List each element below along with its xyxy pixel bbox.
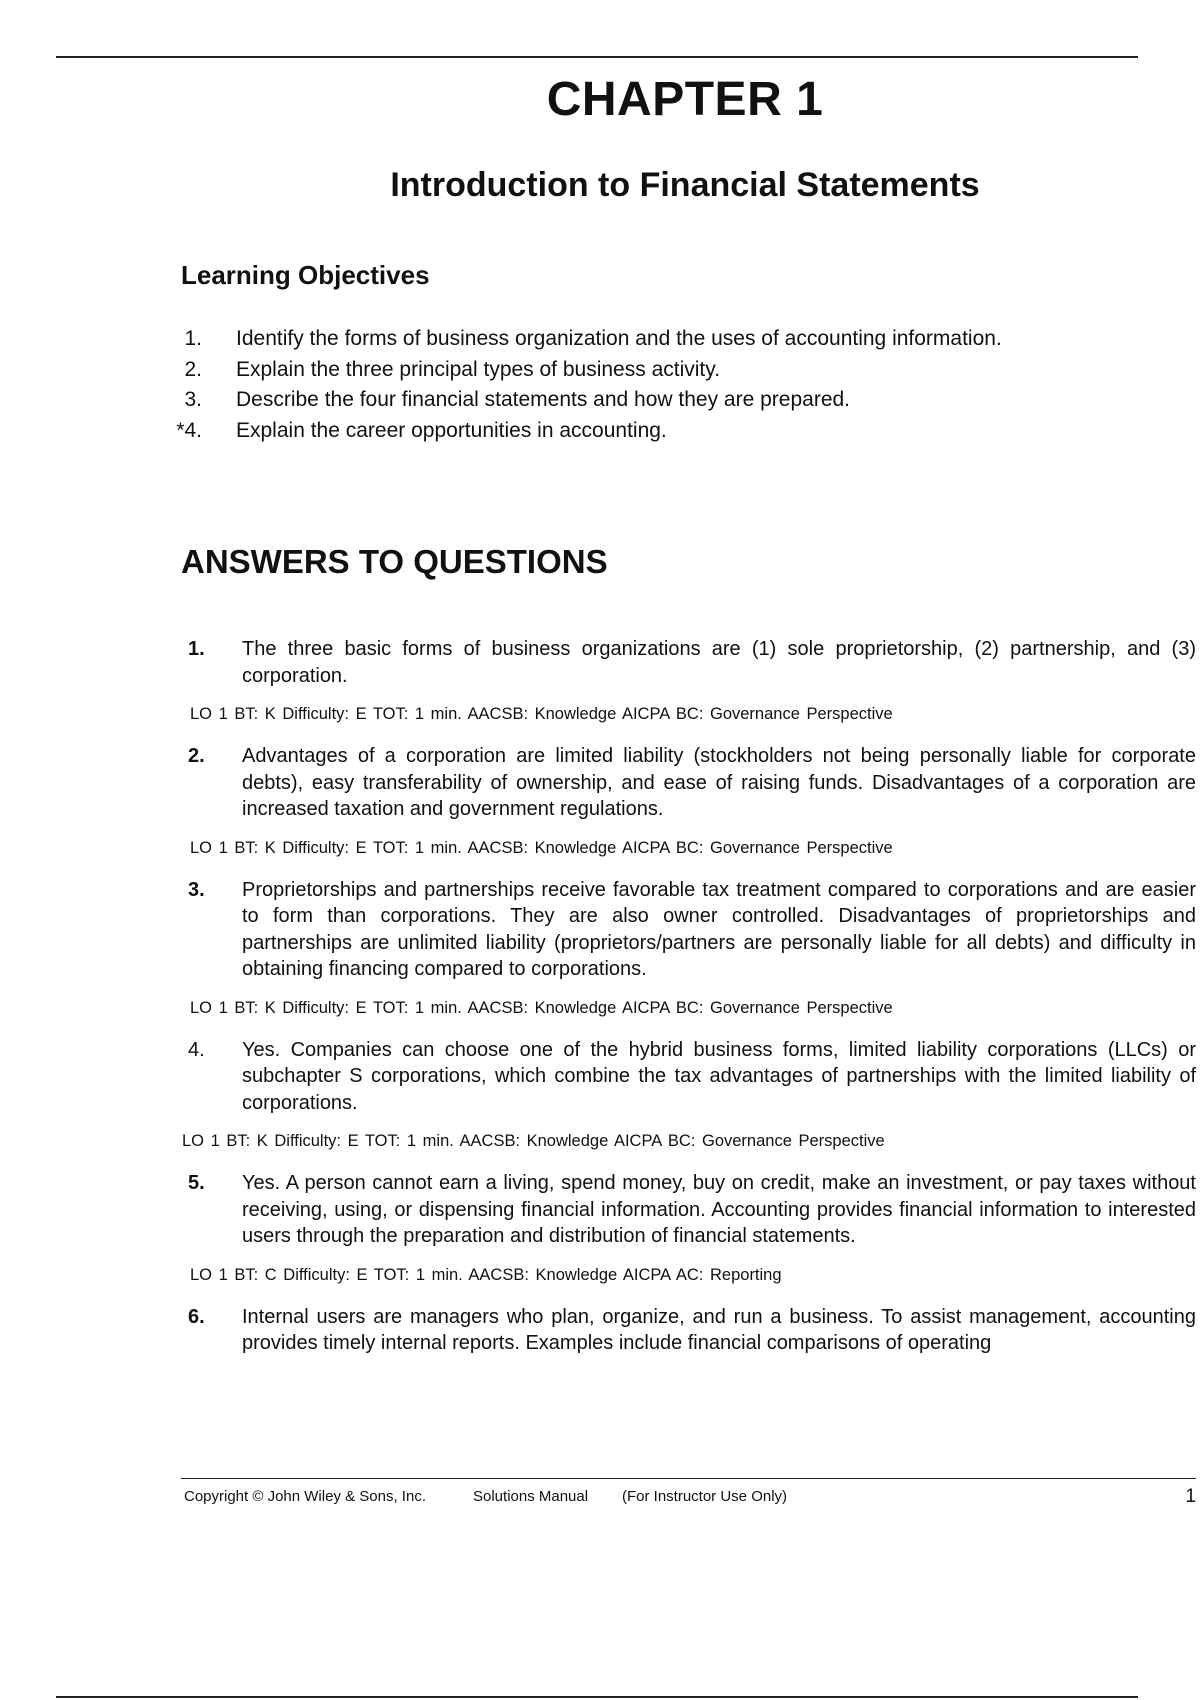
- question-number: 4.: [188, 1038, 205, 1061]
- answer-text: Proprietorships and partnerships receive favorable tax treatment compared to corporations and are easier to form than corporations. They are also owner controlled. Disadvantages of proprietorships and partnerships are unlimited liability (proprietors/partners are personally liable for all debts) and difficulty in obtaining financing compared to corporations.: [242, 878, 1196, 980]
- answer-item: [0, 1170, 1200, 1286]
- answer-item: [0, 877, 1200, 1019]
- learning-objectives-heading: Learning Objectives: [181, 260, 430, 290]
- answer-text: Advantages of a corporation are limited liability (stockholders not being personally liable for corporate debts), easy transferability of ownership, and ease of raising funds. Disadvantages of a corporation are increased taxation and government regulations.: [242, 745, 1196, 820]
- page-number: 1: [1185, 1486, 1196, 1507]
- question-number: 1.: [188, 638, 205, 660]
- footer-manual: Solutions Manual: [473, 1488, 589, 1505]
- objective-text: Describe the four financial statements and how they are prepared.: [236, 388, 851, 411]
- objective-number: 1.: [184, 327, 202, 350]
- objective-number: *4.: [176, 418, 202, 442]
- top-rule: [56, 56, 1138, 58]
- answer-item: [0, 1304, 1200, 1357]
- answers-list: [0, 636, 1200, 1357]
- objective-item: [170, 324, 1130, 355]
- bottom-rule: [56, 1696, 1138, 1698]
- objective-item: [170, 355, 1130, 386]
- footer-copyright: Copyright © John Wiley & Sons, Inc.: [184, 1488, 426, 1505]
- answer-metadata: LO 1 BT: K Difficulty: E TOT: 1 min. AACSB: Knowledge AICPA BC: Governance Perspective: [190, 705, 893, 723]
- answer-metadata: LO 1 BT: K Difficulty: E TOT: 1 min. AACSB: Knowledge AICPA BC: Governance Perspective: [190, 998, 893, 1017]
- question-number: 2.: [188, 745, 205, 767]
- answer-text: Yes. A person cannot earn a living, spend money, buy on credit, make an investment, or pay taxes without receiving, using, or dispensing financial information. Accounting provides financial information to interested users through the preparation and distribution of financial statements.: [242, 1172, 1196, 1247]
- objective-number: 2.: [184, 357, 202, 381]
- answer-item: [0, 636, 1200, 725]
- answer-metadata: LO 1 BT: C Difficulty: E TOT: 1 min. AACSB: Knowledge AICPA AC: Reporting: [190, 1265, 782, 1284]
- answer-text: The three basic forms of business organizations are (1) sole proprietorship, (2) partnership, and (3) corporation.: [242, 638, 1196, 687]
- objective-text: Explain the career opportunities in accounting.: [236, 418, 667, 442]
- objective-text: Identify the forms of business organization and the uses of accounting information.: [236, 327, 1002, 350]
- answers-heading: ANSWERS TO QUESTIONS: [181, 543, 608, 580]
- chapter-title: CHAPTER 1: [546, 73, 824, 126]
- answer-text: Yes. Companies can choose one of the hybrid business forms, limited liability corporations (LLCs) or subchapter S corporations, which combine the tax advantages of partnerships with the limited liability of corporations.: [242, 1038, 1196, 1114]
- answer-metadata: LO 1 BT: K Difficulty: E TOT: 1 min. AACSB: Knowledge AICPA BC: Governance Perspective: [182, 1132, 885, 1150]
- objective-number: 3.: [184, 388, 202, 411]
- objective-item: [170, 385, 1130, 416]
- footer-rule: [181, 1478, 1196, 1479]
- question-number: 6.: [188, 1305, 205, 1328]
- question-number: 5.: [188, 1172, 205, 1194]
- answer-item: [0, 743, 1200, 859]
- question-number: 3.: [188, 878, 205, 901]
- learning-objectives-list: [170, 324, 1130, 446]
- answer-metadata: LO 1 BT: K Difficulty: E TOT: 1 min. AACSB: Knowledge AICPA BC: Governance Perspective: [190, 838, 893, 857]
- objective-text: Explain the three principal types of business activity.: [236, 357, 721, 381]
- answer-text: Internal users are managers who plan, organize, and run a business. To assist management, accounting provides timely internal reports. Examples include financial comparisons of operating: [242, 1305, 1196, 1354]
- objective-item: [170, 416, 1130, 447]
- answer-item: [0, 1037, 1200, 1153]
- footer-usage-note: (For Instructor Use Only): [622, 1488, 788, 1505]
- chapter-subtitle: Introduction to Financial Statements: [390, 166, 980, 204]
